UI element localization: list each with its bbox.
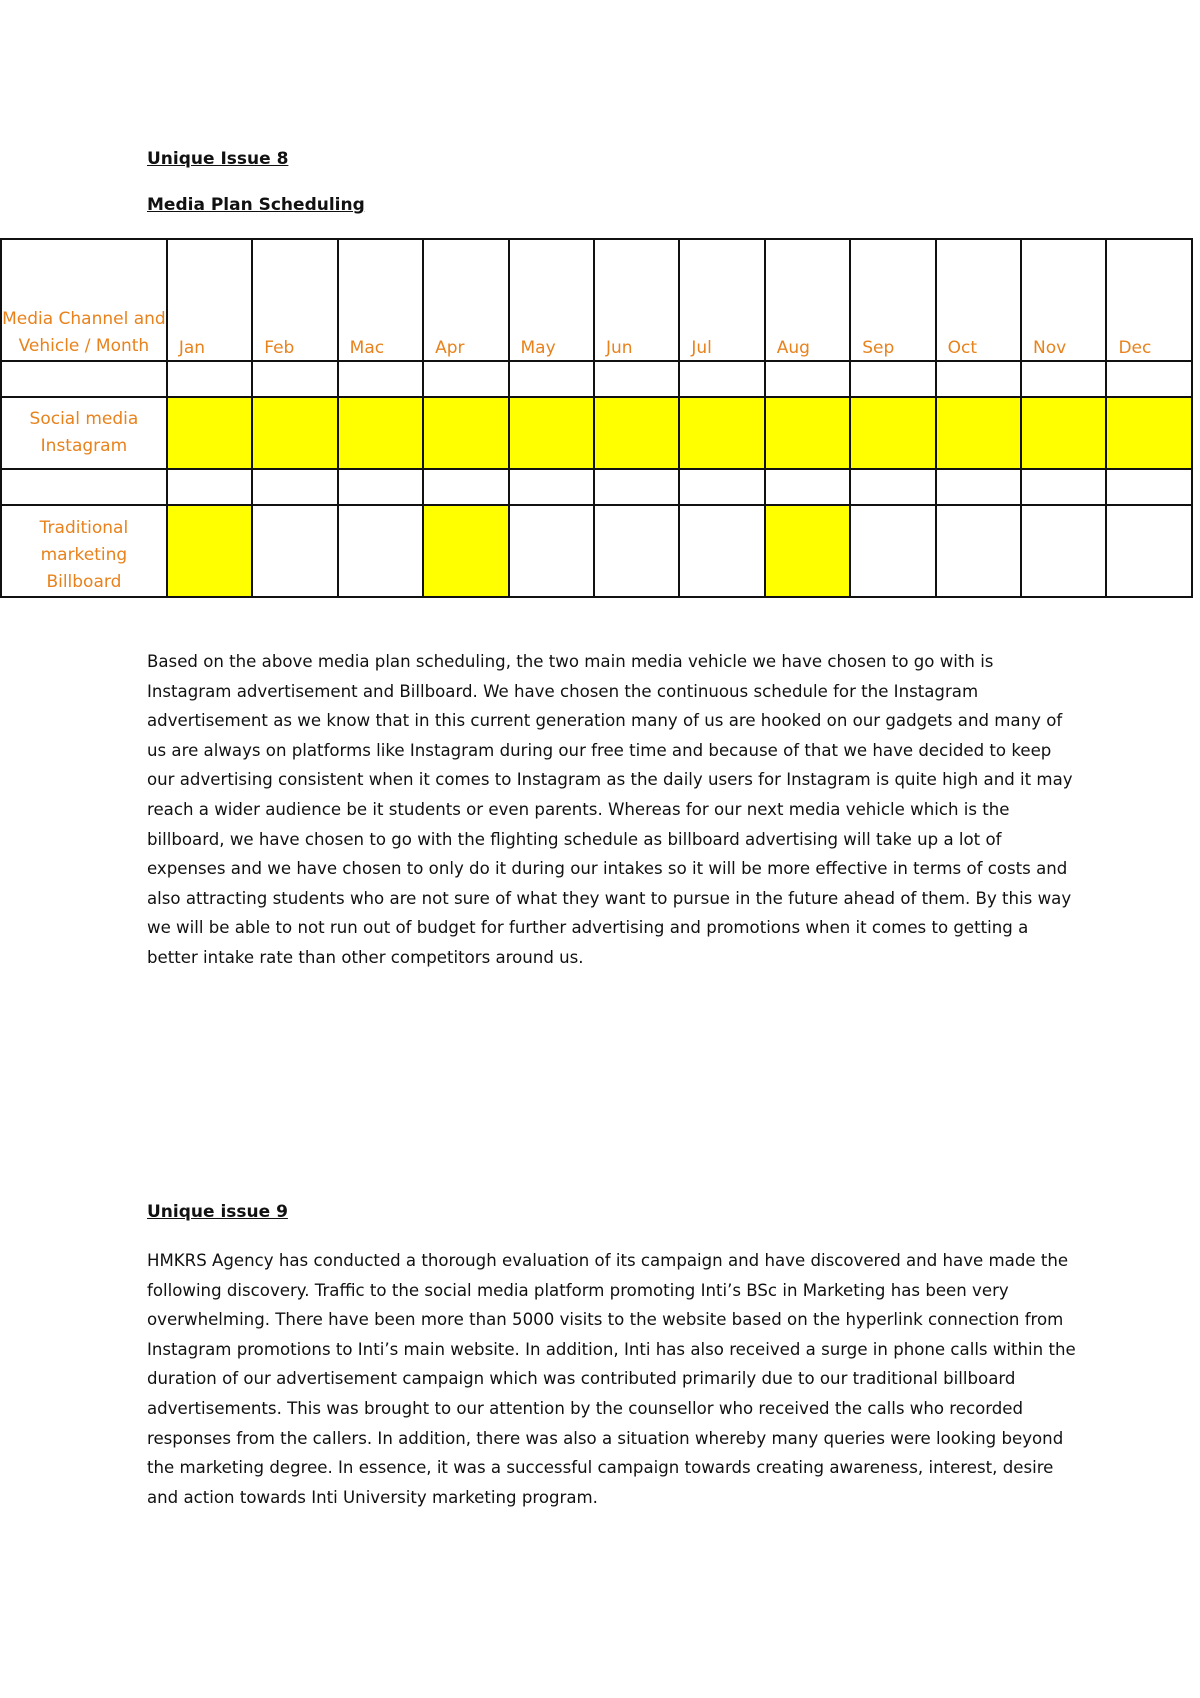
table-spacer-row	[1, 361, 1192, 397]
spacer-cell	[338, 361, 423, 397]
schedule-cell-instagram-jun-active	[594, 397, 679, 469]
spacer-cell	[252, 361, 337, 397]
schedule-cell-billboard-jun	[594, 505, 679, 597]
spacer-cell	[252, 469, 337, 505]
spacer-cell	[765, 361, 850, 397]
spacer-cell	[1, 361, 167, 397]
table-header-row	[1, 239, 1192, 361]
spacer-cell	[1106, 469, 1192, 505]
spacer-cell	[765, 469, 850, 505]
month-header-aug: Aug	[765, 239, 850, 361]
schedule-cell-instagram-nov-active	[1021, 397, 1106, 469]
month-header-jun: Jun	[594, 239, 679, 361]
month-header-nov: Nov	[1021, 239, 1106, 361]
schedule-cell-billboard-oct	[936, 505, 1021, 597]
schedule-cell-billboard-dec	[1106, 505, 1192, 597]
schedule-cell-instagram-apr-active	[423, 397, 508, 469]
spacer-cell	[1021, 361, 1106, 397]
spacer-cell	[338, 469, 423, 505]
spacer-cell	[423, 469, 508, 505]
media-plan-scheduling-heading: Media Plan Scheduling	[147, 195, 365, 215]
row-label-billboard: Traditional marketing Billboard	[1, 505, 167, 597]
spacer-cell	[509, 469, 594, 505]
channel-column-header: Media Channel and Vehicle / Month	[1, 239, 167, 361]
schedule-cell-instagram-oct-active	[936, 397, 1021, 469]
schedule-cell-billboard-jan-active	[167, 505, 252, 597]
schedule-cell-billboard-mac	[338, 505, 423, 597]
spacer-cell	[1, 469, 167, 505]
spacer-cell	[850, 469, 935, 505]
issue-9-paragraph: HMKRS Agency has conducted a thorough evaluation of its campaign and have discovered and have made the following discovery. Traffic to the social media platform promoting Inti’s BSc in Marketing has been very overwhelming. There have been more than 5000 visits to the website based on the hyperlink connection from Instagram promotions to Inti’s main website. In addition, Inti has also received a surge in phone calls within the duration of our advertisement campaign which was contributed primarily due to our traditional billboard advertisements. This was brought to our attention by the counsellor who received the calls who recorded responses from the callers. In addition, there was also a situation whereby many queries were looking beyond the marketing degree. In essence, it was a successful campaign towards creating awareness, interest, desire and action towards Inti University marketing program.	[147, 1251, 1076, 1507]
spacer-cell	[1021, 469, 1106, 505]
schedule-cell-instagram-aug-active	[765, 397, 850, 469]
schedule-cell-instagram-sep-active	[850, 397, 935, 469]
spacer-cell	[1106, 361, 1192, 397]
schedule-cell-instagram-jul-active	[679, 397, 764, 469]
schedule-cell-billboard-nov	[1021, 505, 1106, 597]
month-header-may: May	[509, 239, 594, 361]
month-header-mac: Mac	[338, 239, 423, 361]
month-header-oct: Oct	[936, 239, 1021, 361]
spacer-cell	[167, 361, 252, 397]
issue-8-paragraph: Based on the above media plan scheduling, the two main media vehicle we have chosen to go with is Instagram advertisement and Billboard. We have chosen the continuous schedule for the Instagram advertisement as we know that in this current generation many of us are hooked on our gadgets and many of us are always on platforms like Instagram during our free time and because of that we have decided to keep our advertising consistent when it comes to Instagram as the daily users for Instagram is quite high and it may reach a wider audience be it students or even parents. Whereas for our next media vehicle which is the billboard, we have chosen to go with the flighting schedule as billboard advertising will take up a lot of expenses and we have chosen to only do it during our intakes so it will be more effective in terms of costs and also attracting students who are not sure of what they want to pursue in the future ahead of them. By this way we will be able to not run out of budget for further advertising and promotions when it comes to getting a better intake rate than other competitors around us.	[147, 652, 1073, 967]
spacer-cell	[850, 361, 935, 397]
spacer-cell	[594, 361, 679, 397]
issue-8-heading: Unique Issue 8	[147, 149, 289, 169]
month-header-apr: Apr	[423, 239, 508, 361]
spacer-cell	[423, 361, 508, 397]
month-header-feb: Feb	[252, 239, 337, 361]
schedule-cell-instagram-may-active	[509, 397, 594, 469]
spacer-cell	[936, 469, 1021, 505]
spacer-cell	[679, 361, 764, 397]
media-plan-table	[0, 238, 1193, 598]
month-header-dec: Dec	[1106, 239, 1192, 361]
schedule-cell-billboard-aug-active	[765, 505, 850, 597]
schedule-cell-instagram-dec-active	[1106, 397, 1192, 469]
table-row-billboard	[1, 505, 1192, 597]
spacer-cell	[509, 361, 594, 397]
month-header-jul: Jul	[679, 239, 764, 361]
spacer-cell	[594, 469, 679, 505]
spacer-cell	[167, 469, 252, 505]
issue-9-heading: Unique issue 9	[147, 1202, 288, 1222]
spacer-cell	[936, 361, 1021, 397]
schedule-cell-instagram-mac-active	[338, 397, 423, 469]
schedule-cell-billboard-jul	[679, 505, 764, 597]
schedule-cell-billboard-sep	[850, 505, 935, 597]
row-label-instagram: Social media Instagram	[1, 397, 167, 469]
schedule-cell-instagram-jan-active	[167, 397, 252, 469]
schedule-cell-billboard-apr-active	[423, 505, 508, 597]
month-header-sep: Sep	[850, 239, 935, 361]
month-header-jan: Jan	[167, 239, 252, 361]
table-spacer-row	[1, 469, 1192, 505]
table-row-instagram	[1, 397, 1192, 469]
schedule-cell-billboard-may	[509, 505, 594, 597]
spacer-cell	[679, 469, 764, 505]
schedule-cell-instagram-feb-active	[252, 397, 337, 469]
schedule-cell-billboard-feb	[252, 505, 337, 597]
